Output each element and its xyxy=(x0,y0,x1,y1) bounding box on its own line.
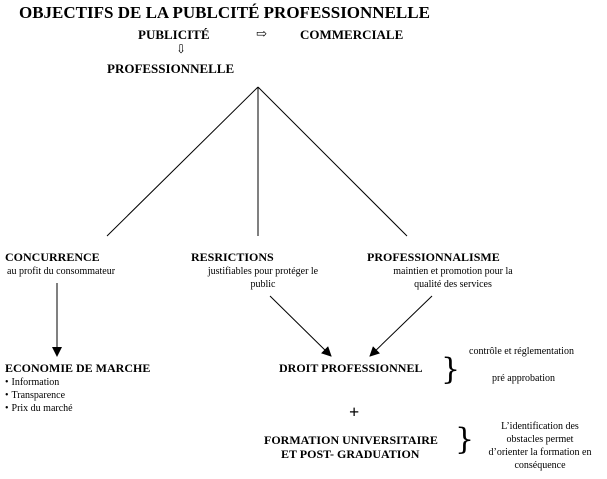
line-to-concurrence xyxy=(107,87,258,236)
arrow-down-icon: ⇩ xyxy=(176,42,187,56)
formation-line1: FORMATION UNIVERSITAIRE xyxy=(264,433,438,447)
droit-note-2: pré approbation xyxy=(492,373,556,384)
concurrence-label: CONCURRENCE xyxy=(5,250,100,264)
formation-note-4: conséquence xyxy=(514,460,566,471)
diagram-title: OBJECTIFS DE LA PUBLCITÉ PROFESSIONNELLE xyxy=(19,3,430,22)
formation-note-2: obstacles permet xyxy=(506,434,574,445)
droit-note-1: contrôle et réglementation xyxy=(469,346,574,357)
plus-sign: + xyxy=(349,402,360,422)
brace-droit-icon: } xyxy=(441,352,461,387)
list-item: • Prix du marché xyxy=(5,402,73,415)
restrictions-label: RESRICTIONS xyxy=(191,250,274,264)
list-item: • Information xyxy=(5,376,73,389)
formation-note-1: L’identification des xyxy=(501,421,579,432)
professionnelle-label: PROFESSIONNELLE xyxy=(107,61,235,76)
concurrence-desc: au profit du consommateur xyxy=(7,266,116,277)
arrow-professionnalisme-droit xyxy=(370,296,432,356)
professionnalisme-desc-line2: qualité des services xyxy=(414,279,492,290)
economie-list xyxy=(5,376,73,415)
publicite-label: PUBLICITÉ xyxy=(138,27,210,42)
arrow-restrictions-droit xyxy=(270,296,331,356)
brace-formation-icon: } xyxy=(455,422,475,457)
professionnalisme-desc-line1: maintien et promotion pour la xyxy=(393,266,513,277)
droit-label: DROIT PROFESSIONNEL xyxy=(279,361,423,375)
restrictions-desc-line2: public xyxy=(250,279,276,290)
arrow-right-icon: ⇨ xyxy=(256,26,267,41)
formation-note-3: d’orienter la formation en xyxy=(488,447,592,458)
restrictions-desc-line1: justifiables pour protéger le xyxy=(207,266,319,277)
economie-label: ECONOMIE DE MARCHE xyxy=(5,361,151,375)
formation-line2: ET POST- GRADUATION xyxy=(281,447,420,461)
commerciale-label: COMMERCIALE xyxy=(300,27,404,42)
professionnalisme-label: PROFESSIONNALISME xyxy=(367,250,500,264)
line-to-professionnalisme xyxy=(258,87,407,236)
list-item: • Transparence xyxy=(5,389,73,402)
